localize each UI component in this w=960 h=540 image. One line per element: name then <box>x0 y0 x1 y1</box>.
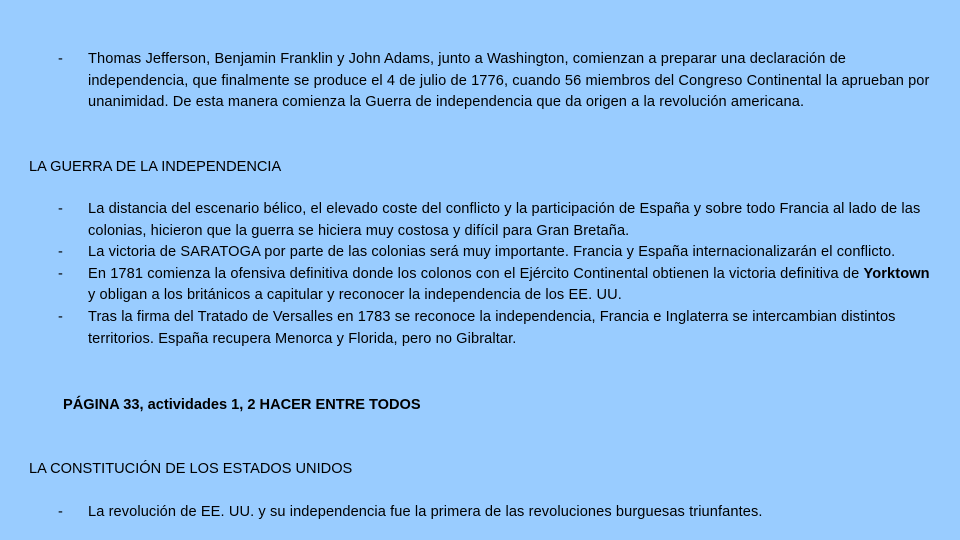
bullet-item <box>58 242 930 264</box>
bullet-text-bold: Yorktown <box>863 265 930 282</box>
bullet-dash: - <box>58 51 63 67</box>
bullet-text: Tras la firma del Tratado de Versalles en 1783 se reconoce la independencia, Francia e Inglaterra se intercambian distintos territorios. España recupera Menorca y Florida, pero no Gibraltar. <box>88 308 896 347</box>
bullet-text: La distancia del escenario bélico, el elevado coste del conflicto y la participación de España y sobre todo Francia al lado de las colonias, hicieron que la guerra se hiciera muy costosa y difícil para Gran Bretaña. <box>88 201 921 239</box>
bullet-text: La revolución de EE. UU. y su independencia fue la primera de las revoluciones burguesas triunfantes. <box>88 504 763 520</box>
bullet-text-after: y obligan a los británicos a capitular y reconocer la independencia de los EE. UU. <box>88 287 622 304</box>
heading-guerra-independencia: LA GUERRA DE LA INDEPENDENCIA <box>29 159 282 175</box>
bullet-list-guerra <box>58 199 930 350</box>
bullet-text: La victoria de SARATOGA por parte de las colonias será muy importante. Francia y España internacionalizarán el conflicto. <box>88 244 896 261</box>
bullet-item <box>58 264 930 307</box>
bullet-item <box>58 307 930 350</box>
bullet-dash: - <box>58 201 63 217</box>
heading-constitucion: LA CONSTITUCIÓN DE LOS ESTADOS UNIDOS <box>29 461 353 477</box>
bullet-item <box>58 199 930 242</box>
bullet-dash: - <box>58 244 63 261</box>
bullet-dash: - <box>58 504 63 520</box>
bullet-text: Thomas Jefferson, Benjamin Franklin y John Adams, junto a Washington, comienzan a preparar una declaración de independencia, que finalmente se produce el 4 de julio de 1776, cuando 56 miembros del Congreso Continental la aprueban por unanimidad. De esta manera comienza la Guerra de independencia que da origen a la revolución americana. <box>88 51 930 111</box>
bullet-item <box>58 49 938 114</box>
bullet-list-constitucion <box>58 502 938 524</box>
bullet-dash: - <box>58 265 63 282</box>
bullet-item <box>58 502 938 524</box>
activity-line: PÁGINA 33, actividades 1, 2 HACER ENTRE TODOS <box>63 397 421 413</box>
bullet-text-before: En 1781 comienza la ofensiva definitiva donde los colonos con el Ejército Continental obtienen la victoria definitiva de <box>88 265 864 282</box>
bullet-dash: - <box>58 308 63 325</box>
bullet-list-declaration <box>58 49 938 114</box>
